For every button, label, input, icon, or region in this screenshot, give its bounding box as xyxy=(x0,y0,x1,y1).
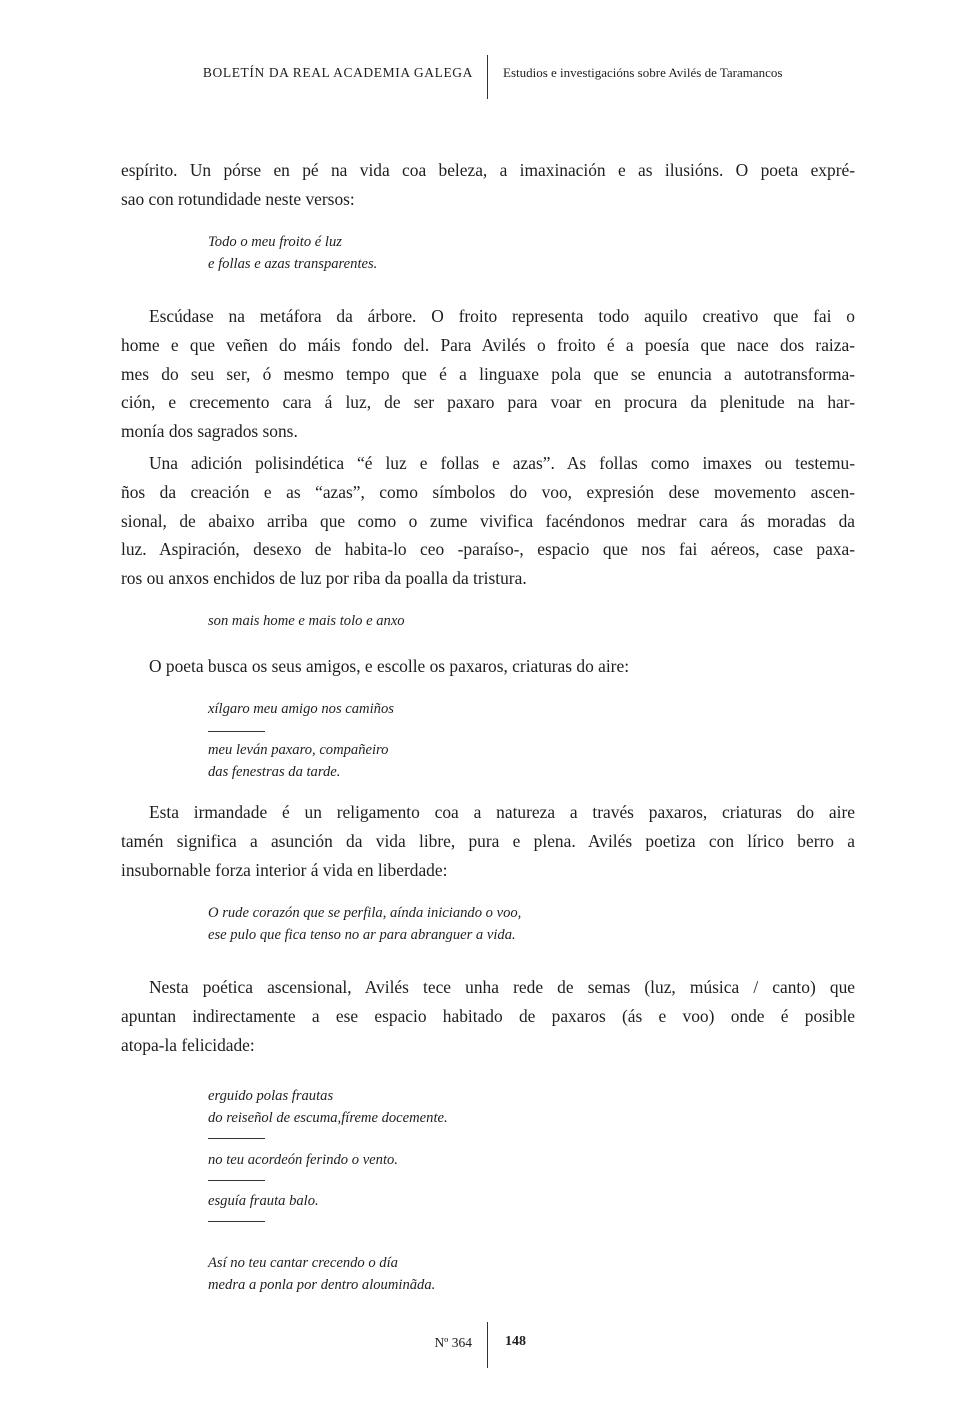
text-line: espírito. Un pórse en pé na vida coa beleza, a imaxinación e as ilusións. O poeta expré- xyxy=(121,160,855,180)
verse-quote-5d xyxy=(208,1252,435,1296)
page-footer xyxy=(0,1322,975,1368)
running-head xyxy=(0,55,975,99)
text-line: monía dos sagrados sons. xyxy=(121,421,298,442)
verse-quote-3b xyxy=(208,739,388,783)
verse-line: no teu acordeón ferindo o vento. xyxy=(208,1152,398,1168)
text-line: home e que veñen do máis fondo del. Para Avilés o froito é a poesía que nace dos raiza- xyxy=(121,334,855,355)
verse-separator-rule xyxy=(208,1180,265,1181)
verse-line: O rude corazón que se perfila, aínda iniciando o voo, xyxy=(208,905,522,921)
text-line: ros ou anxos enchidos de luz por riba da poalla da tristura. xyxy=(121,568,527,589)
verse-quote-3a xyxy=(208,698,394,720)
verse-line: meu leván paxaro, compañeiro xyxy=(208,742,389,758)
text-line: ción, e crecemento cara á luz, de ser paxaro para voar en procura da plenitude na har- xyxy=(121,392,855,413)
verse-quote-4 xyxy=(208,902,521,946)
section-title: Estudios e investigacións sobre Avilés de Taramancos xyxy=(503,65,783,80)
text-line: apuntan indirectamente a ese espacio habitado de paxaros (ás e voo) onde é posible xyxy=(121,1005,855,1026)
verse-quote-5b xyxy=(208,1149,398,1171)
paragraph-6 xyxy=(121,973,855,1059)
verse-line: ese pulo que fica tenso no ar para abranguer a vida. xyxy=(208,927,516,943)
verse-quote-5c xyxy=(208,1190,319,1212)
text-line: sao con rotundidade neste versos: xyxy=(121,188,355,209)
text-line: mes do seu ser, ó mesmo tempo que é a linguaxe pola que se enuncia a autotransforma- xyxy=(121,363,855,384)
verse-line: do reiseñol de escuma,fíreme docemente. xyxy=(208,1110,448,1126)
text-line: Una adición polisindética “é luz e follas e azas”. As follas como imaxes ou testemu- xyxy=(149,453,855,473)
text-line: ños da creación e as “azas”, como símbolos do voo, expresión dese movemento ascen- xyxy=(121,481,855,502)
issue-number: Nº 364 xyxy=(434,1335,472,1350)
text-line: luz. Aspiración, desexo de habita-lo ceo -paraíso-, espacio que nos fai aéreos, case paxa- xyxy=(121,539,855,560)
footer-divider xyxy=(487,1322,488,1368)
text-line: atopa-la felicidade: xyxy=(121,1034,255,1055)
text-line: insubornable forza interior á vida en liberdade: xyxy=(121,859,448,880)
header-divider xyxy=(487,55,488,99)
verse-line: Así no teu cantar crecendo o día xyxy=(208,1255,398,1271)
text-line: Esta irmandade é un religamento coa a natureza a través paxaros, criaturas do aire xyxy=(149,802,855,822)
text-line: sional, de abaixo arriba que como o zume vivifica facéndonos medrar cara ás moradas da xyxy=(121,510,855,531)
verse-quote-2 xyxy=(208,610,405,632)
text-line: tamén significa a asunción da vida libre, pura e plena. Avilés poetiza con lírico berro a xyxy=(121,830,855,851)
verse-quote-5a xyxy=(208,1085,448,1129)
verse-separator-rule xyxy=(208,1221,265,1222)
journal-title: BOLETÍN DA REAL ACADEMIA GALEGA xyxy=(202,65,473,80)
paragraph-5 xyxy=(121,798,855,884)
verse-line: esguía frauta balo. xyxy=(208,1193,319,1209)
verse-separator-rule xyxy=(208,1138,265,1139)
text-line: O poeta busca os seus amigos, e escolle os paxaros, criaturas do aire: xyxy=(149,656,630,676)
verse-line: xílgaro meu amigo nos camiños xyxy=(208,701,394,717)
verse-separator-rule xyxy=(208,731,265,732)
verse-line: Todo o meu froito é luz xyxy=(208,234,342,250)
text-line: Nesta poética ascensional, Avilés tece unha rede de semas (luz, música / canto) que xyxy=(149,977,855,997)
paragraph-4 xyxy=(121,652,855,681)
verse-quote-1 xyxy=(208,231,377,275)
verse-line: medra a ponla por dentro alouminãda. xyxy=(208,1277,436,1293)
verse-line: e follas e azas transparentes. xyxy=(208,256,378,272)
verse-line: erguido polas frautas xyxy=(208,1088,334,1104)
paragraph-3 xyxy=(121,449,855,593)
verse-line: das fenestras da tarde. xyxy=(208,764,341,780)
page-number: 148 xyxy=(505,1334,526,1349)
paragraph-1 xyxy=(121,156,855,214)
paragraph-2 xyxy=(121,302,855,446)
text-line: Escúdase na metáfora da árbore. O froito representa todo aquilo creativo que fai o xyxy=(149,306,855,326)
verse-line: son mais home e mais tolo e anxo xyxy=(208,613,405,629)
